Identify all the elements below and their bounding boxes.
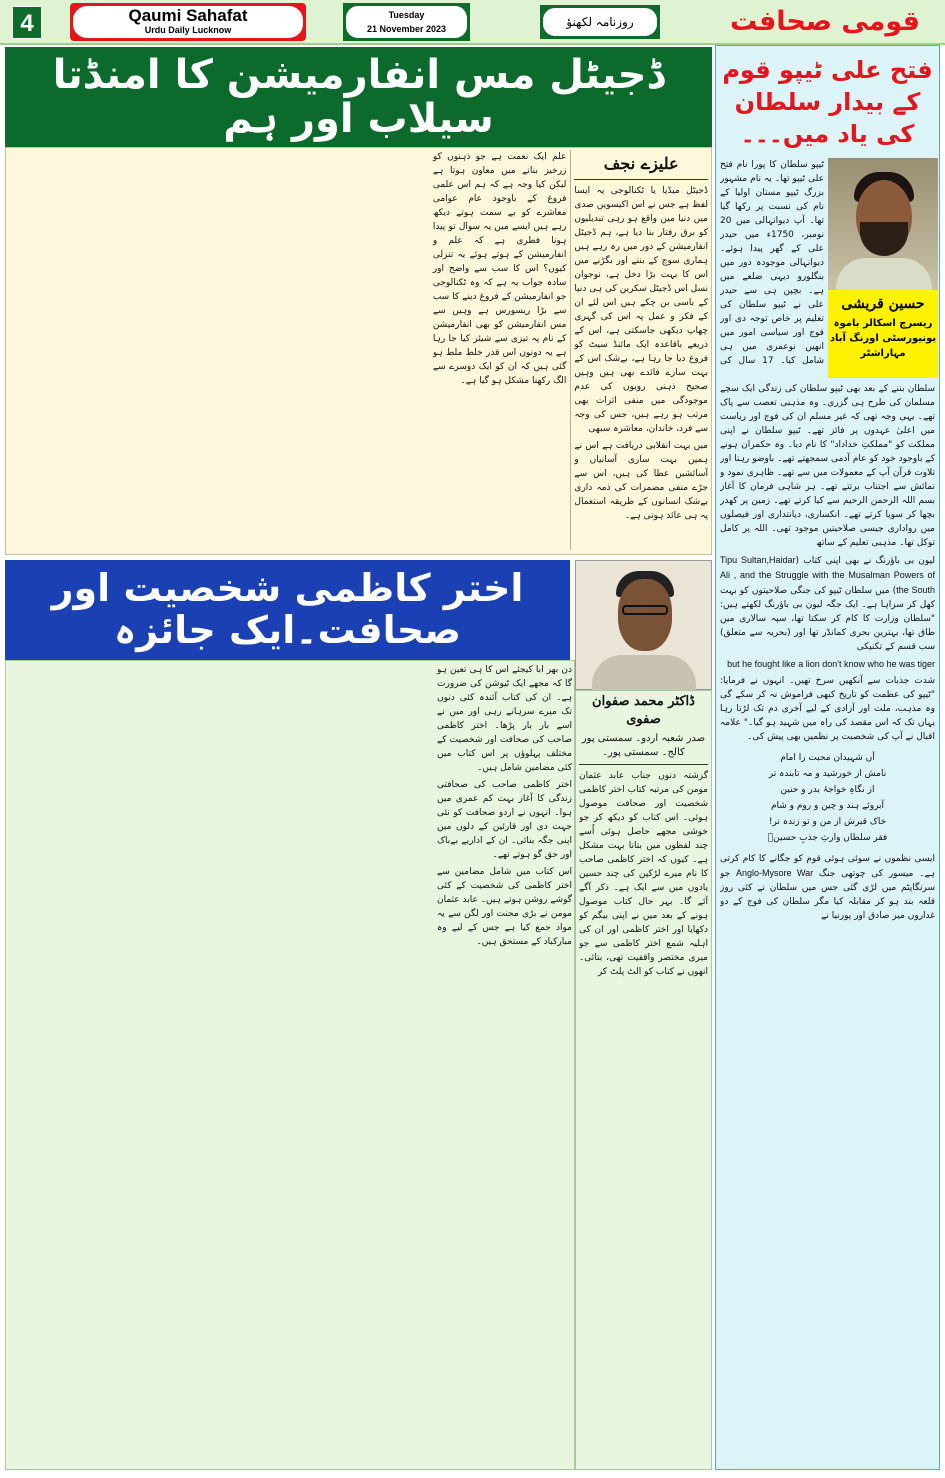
article1-paragraph: ڈجیٹل میڈیا یا ٹکنالوجی یہ ایسا لفظ ہے جس نے اس اکیسویں صدی میں دنیا میں واقع ہو رہی تبدیلیوں کو برق رفتار بنا دیا ہے، ہم ڈجیٹل انفارمیشن کے دور میں رہ رہے ہیں ہماری سوچ کے بننے اور بگڑنے میں اس کا بہت بڑا دخل ہے، نوجوان نسل اس ڈجیٹل سکرین کی ہی دنیا کے باسی بن چکے ہیں اس لئے ان کے فکر و عمل پہ اس کی گہری چھاپ دیکھی جاسکتی ہے، اس کے ذریعے باقاعدہ ایک مائنڈ سیٹ کو فروغ دیا جا رہا ہے، بےشک اس کے بہت سارے فائدے بھی ہیں وہیں صحیح ذہنی رویوں کی عدم موجودگی میں منفی اثرات بھی مرتب ہو رہے ہیں، جس کی وجہ سے فرد، خاندان، معاشرہ سبھی xyxy=(574,186,708,434)
sidebar-headline-box xyxy=(720,50,935,154)
page-number: 4 xyxy=(12,6,42,39)
article2-columns xyxy=(8,663,572,1466)
sidebar-body xyxy=(720,382,935,1465)
poem-line: خاک قبرش از من و تو زندہ تر! xyxy=(768,817,887,827)
article1-headline: ڈجیٹل مس انفارمیشن کا امنڈتا سیلاب اور ہم xyxy=(5,47,712,147)
brand-subtitle: Urdu Daily Lucknow xyxy=(144,25,232,35)
sidebar-author: حسین قریشی xyxy=(841,296,925,312)
sidebar-headline: فتح علی ٹیپو قوم کے بیدار سلطان کی یاد میں۔۔۔ xyxy=(722,56,933,148)
date: 21 November 2023 xyxy=(366,24,447,34)
poem-line: نامش از خورشید و مہ تابندہ تر xyxy=(768,769,887,779)
author-photo xyxy=(575,560,712,690)
poem-line: آبروئے ہند و چین و روم و شام xyxy=(770,801,885,811)
sidebar-intro xyxy=(720,158,824,380)
day: Tuesday xyxy=(388,10,425,20)
article2-author: ڈاکٹر محمد صفوان صفوی xyxy=(592,694,695,727)
article2-author-role: صدر شعبہ اردو۔ سمستی پور کالج۔ سمستی پور۔ xyxy=(579,729,708,765)
article1-paragraph: میں بہت انقلابی دریافت ہے اس نے ہمیں بہت ساری آسانیاں و آسائشیں عطا کی ہیں، اس سے جڑے منفی مضمرات کی ذمہ داری بےشک انسانوں کے طریقہ استعمال پہ ہی عائد ہوتی ہے۔ xyxy=(574,441,708,521)
article1-columns xyxy=(8,150,708,550)
roznama-box xyxy=(540,5,660,39)
english-quote: but he fought like a lion don't know who he was tiger xyxy=(727,659,935,669)
article1-author: علیزے نجف xyxy=(574,150,708,180)
date-box xyxy=(343,3,470,41)
sidebar-author-role: ریسرچ اسکالر باموہ یونیورسٹی اورنگ آباد مہاراشٹر xyxy=(829,318,937,359)
article2-paragraph: اختر کاظمی صاحب کی صحافتی زندگی کا آغاز بہت کم عمری میں ہوا۔ انہوں نے اردو صحافت کو نئی جہت دی اور قارئین کے دلوں میں اپنی جگہ بنائی۔ ان کے اداریے بےباک اور حق گو ہوتے تھے۔ xyxy=(437,780,572,860)
urdu-masthead-title: قومی صحافت xyxy=(730,6,920,37)
article2-paragraph: گزشتہ دنوں جناب عابد عثمان مومن کی مرتبہ کتاب اختر کاظمی شخصیت اور صحافت موصول ہوئی۔ اس کتاب کو دیکھ کر جو خوشی مجھے حاصل ہوئی اُسے چند لفظوں میں بتانا بہت مشکل ہے۔ کیوں کہ اختر کاظمی صاحب کا نام میرے لڑکپن کی چند حسین یادوں میں سے ایک ہے۔ ذکر آگے آئے گا۔ بہر حال کتاب موصول ہونے کے بعد میں نے اپنی بیگم کو دکھایا اور اختر کاظمی اور ان کی اہلیہ شمع اختر کاظمی سے جو میری مختصر واقفیت تھی، بتائی۔ انھوں نے کتاب کو الٹ پلٹ کر xyxy=(579,771,708,977)
article2-paragraph: اس کتاب میں شامل مضامین سے اختر کاظمی کی شخصیت کے کئی گوشے روشن ہوتے ہیں۔ عابد عثمان مومن نے بڑی محنت اور لگن سے یہ مواد جمع کیا ہے جس کے لیے وہ مبارکباد کے مستحق ہیں۔ xyxy=(437,867,572,947)
author-box xyxy=(828,290,938,378)
poem-line: آں شہیدان محبت را امام xyxy=(780,753,875,763)
sidebar-paragraph: شدت جذبات سے آنکھیں سرخ تھیں۔ انہوں نے فرمایا: "ٹیپو کی عظمت کو تاریخ کبھی فراموش نہ کر سکے گی وہ مذہب، ملت اور آزادی کے لیے آخری دم تک لڑتا رہا یہاں تک کہ اس مقصد کی راہ میں شہید ہو گیا۔" علامہ اقبال نے آپ کی شخصیت پر نظمیں بھی پیش کی۔ xyxy=(720,676,935,742)
text: لیون بی باؤرنگ نے بھی اپنی کتاب ( xyxy=(795,556,935,566)
brand-name: Qaumi Sahafat xyxy=(128,6,248,25)
sidebar-paragraph xyxy=(720,553,935,654)
brand-logo xyxy=(70,3,306,41)
sidebar-paragraph: ٹیپو سلطان کا پورا نام فتح علی ٹیپو تھا۔ یہ نام مشہور بزرگ ٹیپو مستان اولیا کے نام کی نسبت پر رکھا گیا تھا۔ آپ دیوانہالی میں 20 نومبر، 1750ء میں حیدر علی کے گھر پیدا ہوئے۔ دیوانہالی موجودہ دور میں بنگلورو دیہی ضلعے میں ہے۔ بچپن ہی سے حیدر علی نے ٹیپو سلطان کی تعلیم پر خاص توجہ دی اور فوج اور سیاسی امور میں انھیں نوعمری میں ہی شامل کیا۔ 17 سال کی xyxy=(720,160,824,366)
text: ایسی نظموں نے سوئی ہوئی قوم کو جگانے کا کام کرتی ہے۔ میسور کی چوتھی جنگ xyxy=(720,854,935,879)
text: جو سرنگاپٹم میں لڑی گئی جس میں سلطان نے کئی روز قلعہ بند ہو کر مقابلہ کیا مگر سلطان کی فوج کے دو غداروں میر صادق اور پورنیا نے xyxy=(720,869,935,921)
poem-line: فقر سلطاں وارثِ جذبِ حسینؓ xyxy=(767,833,888,843)
english-text: Anglo-Mysore War xyxy=(736,868,814,878)
article1-paragraph: علم ایک نعمت ہے جو ذہنوں کو زرخیز بنانے میں معاون ہوتا ہے لیکن کیا وجہ ہے کہ ہم اس علمی فروغ کے باوجود عام عوامی معاشرے کو بے سمت ہوتے دیکھ رہے ہیں ایسے میں یہ سوال تو پیدا ہونا فطری ہے کہ علم و انفارمیشن کے ہوتے ہوئے یہ تنزلی کیوں؟ اس کا سب سے واضح اور سادہ جواب یہ ہے کہ وہ ٹکنالوجی جو انفارمیشن کے فروغ دینے کا سب سے بڑا ریسورس ہے وہیں سے مس انفارمیشن کو بھی انفارمیشن کے نام پہ تیزی سے شیئر کیا جا رہا ہے یہ دونوں اس قدر خلط ملط ہو گئی ہیں کہ ان کو ایک دوسرے سے الگ رکھنا مشکل ہو گیا ہے۔ xyxy=(432,152,567,386)
article2-paragraph: دن بھر ابا کیجئے اس کا ہی تعین ہو گا کہ مجھے ایک ٹیوشن کی ضرورت ہے۔ ان کی کتاب آئندہ کئی دنوں تک میرے سرہانے رہی اور میں نے اسے بار بار پڑھا۔ اختر کاظمی صاحب کی صحافت اور شخصیت کے مختلف پہلوؤں پر اس کتاب میں کئی مضامین شامل ہیں۔ xyxy=(437,665,572,773)
article2-intro xyxy=(579,693,708,1466)
sidebar-paragraph: سلطان بننے کے بعد بھی ٹیپو سلطان کی زندگی ایک سچے مسلمان کی طرح ہی گزری۔ وہ مذہبی تعصب سے پاک تھے۔ یہی وجہ تھی کہ غیر مسلم ان کی فوج اور ریاست میں اعلیٰ عہدوں پر فائز تھے۔ ٹیپو سلطان نے اپنی مملکت کو "مملکتِ خداداد" کا نام دیا۔ وہ حکمران ہونے کے باوجود خود کو عام آدمی سمجھتے تھے۔ باوضو رہنا اور تلاوت قرآن آپ کے معمولات میں سے تھے۔ ظاہری نمود و نمائش سے اجتناب برتتے تھے۔ ہر شاہی فرمان کا آغاز بسم اللہ الرحمن الرحیم سے کیا کرتے تھے۔ زمین پر کھدر بچھا کر سویا کرتے تھے۔ انکساری، دیانتداری اور فیصلوں میں رواداری جیسی صلاحیتیں موجود تھی۔ اللہ پر کامل توکل تھا۔ مذہبی تعلیم کے ساتھ xyxy=(720,384,935,548)
poem-line: از نگاہِ خواجۂ بدر و حنین xyxy=(780,785,875,795)
english-text: Tipu Sultan,Haidar Ali , and the Struggle with the Musalman Powers of the South xyxy=(720,555,935,595)
poem xyxy=(720,750,935,846)
text: ) میں سلطان ٹیپو کی جنگی صلاحیتوں کو بہت کھل کر سراہا ہے۔ ایک جگہ لیون بی باؤرنگ لکھتے ہیں: "سلطان وزارت کا کام کر سکتا تھا، سپہ سالاری میں طاق تھا، بہترین بحری کمانڈر تھا اور (بحریہ سے متعلق) سب قسم کے تکنیکی xyxy=(720,586,935,652)
sidebar-paragraph xyxy=(720,852,935,923)
article2-headline: اختر کاظمی شخصیت اور صحافت۔ایک جائزہ xyxy=(5,560,570,660)
roznama-label: روزنامہ لکھنؤ xyxy=(543,8,657,36)
author-photo xyxy=(828,158,938,290)
